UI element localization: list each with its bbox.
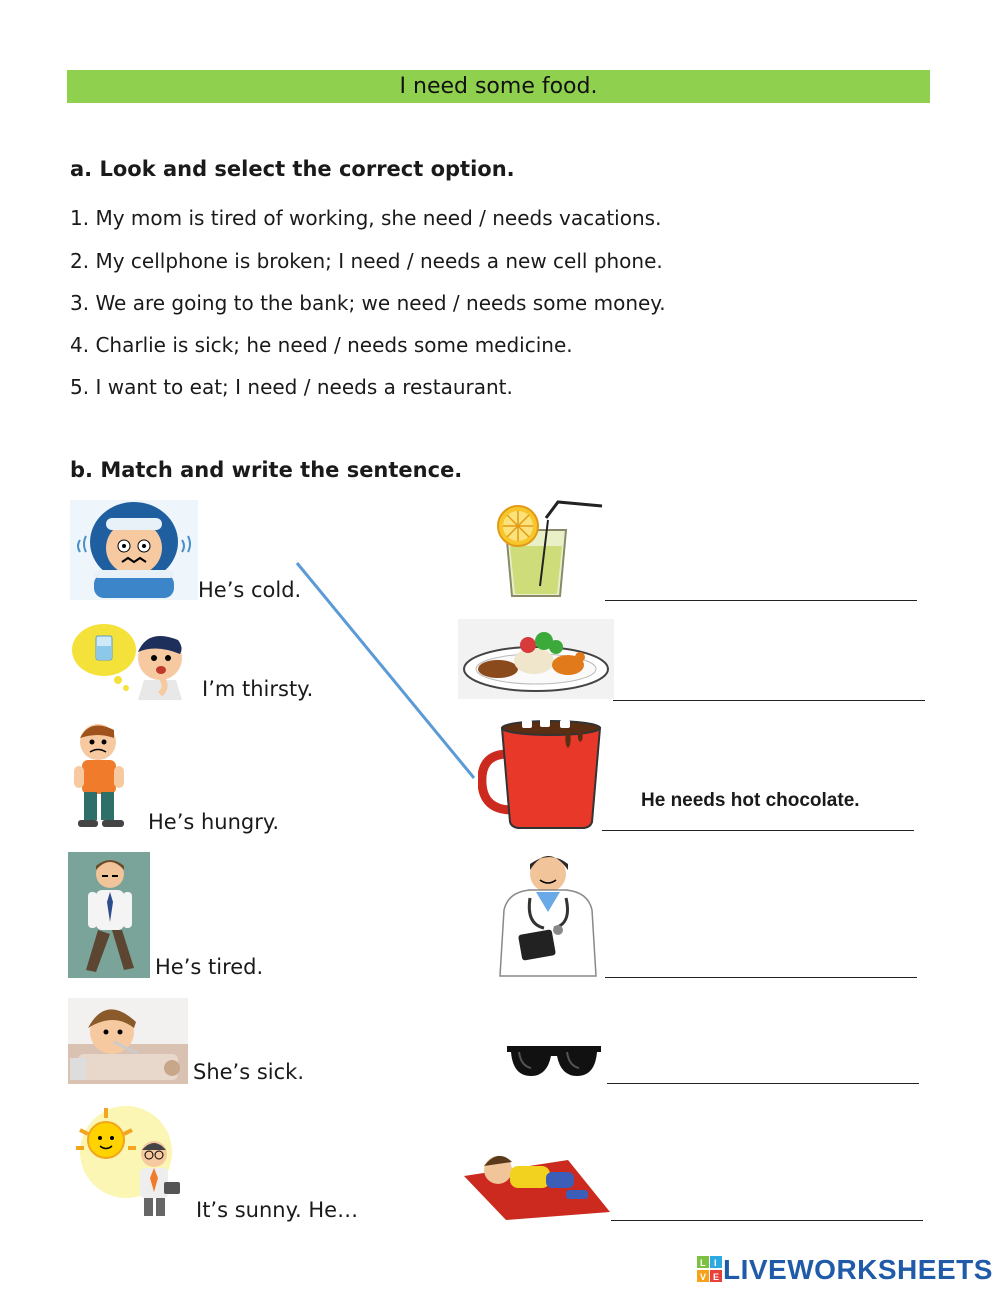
logo-text: LIVEWORKSHEETS: [723, 1254, 993, 1285]
lemonade-picture[interactable]: [496, 498, 606, 600]
sentence-number: 3.: [70, 291, 90, 315]
option-needs[interactable]: needs: [492, 206, 553, 230]
label-sunny: It’s sunny. He…: [196, 1198, 359, 1222]
liveworksheets-logo: [697, 1254, 993, 1286]
hot-chocolate-mug-picture[interactable]: [478, 718, 604, 830]
option-separator: /: [334, 333, 341, 357]
option-need[interactable]: need: [396, 291, 447, 315]
food-plate-picture[interactable]: [458, 619, 614, 699]
svg-text:I: I: [714, 1258, 717, 1268]
worksheet-title: I need some food.: [67, 70, 930, 103]
section-a-heading: a. Look and select the correct option.: [70, 157, 515, 181]
option-need[interactable]: need: [247, 375, 298, 399]
logo-badge-icon: [697, 1256, 723, 1284]
sentence-number: 5.: [70, 375, 90, 399]
sentence-text: a restaurant.: [383, 375, 513, 399]
sentence-text: We are going to the bank; we: [95, 291, 391, 315]
sentence-number: 4.: [70, 333, 90, 357]
sentence-number: 1.: [70, 206, 90, 230]
sentence-text: vacations.: [559, 206, 662, 230]
sentence-number: 2.: [70, 249, 90, 273]
option-needs[interactable]: needs: [347, 333, 408, 357]
label-sick: She’s sick.: [193, 1060, 305, 1084]
sentence-text: My cellphone is broken; I: [95, 249, 345, 273]
answer-text-3[interactable]: He needs hot chocolate.: [641, 790, 860, 811]
option-needs[interactable]: needs: [316, 375, 378, 399]
answer-line-2[interactable]: [613, 700, 925, 701]
option-separator: /: [452, 291, 460, 315]
option-needs[interactable]: needs: [419, 249, 481, 273]
sentence-text: Charlie is sick; he: [95, 333, 272, 357]
label-thirsty: I’m thirsty.: [202, 677, 314, 701]
option-need[interactable]: need: [422, 206, 473, 230]
sentence-text: My mom is tired of working, she: [95, 206, 417, 230]
label-tired: He’s tired.: [155, 955, 264, 979]
answer-line-1[interactable]: [605, 600, 917, 601]
label-cold: He’s cold.: [198, 578, 302, 602]
sunglasses-picture[interactable]: [505, 1038, 603, 1080]
label-hungry: He’s hungry.: [148, 810, 280, 834]
sentence-text: I want to eat; I: [95, 375, 242, 399]
option-needs[interactable]: needs: [466, 291, 527, 315]
svg-text:L: L: [700, 1258, 706, 1268]
sleeping-boy-picture[interactable]: [462, 1140, 612, 1222]
answer-line-4[interactable]: [605, 977, 917, 978]
sentence-text: some money.: [532, 291, 666, 315]
answer-line-6[interactable]: [611, 1220, 923, 1221]
option-need[interactable]: need: [350, 249, 401, 273]
svg-text:V: V: [700, 1272, 707, 1282]
answer-line-5[interactable]: [607, 1083, 919, 1084]
answer-line-3[interactable]: [602, 830, 914, 831]
svg-text:E: E: [713, 1272, 720, 1282]
option-need[interactable]: need: [277, 333, 328, 357]
option-separator: /: [303, 375, 311, 399]
sentence-text: a new cell phone.: [486, 249, 663, 273]
sentence-text: some medicine.: [413, 333, 573, 357]
doctor-picture[interactable]: [496, 850, 602, 978]
option-separator: /: [406, 249, 414, 273]
section-b-heading: b. Match and write the sentence.: [70, 458, 463, 482]
option-separator: /: [479, 206, 486, 230]
